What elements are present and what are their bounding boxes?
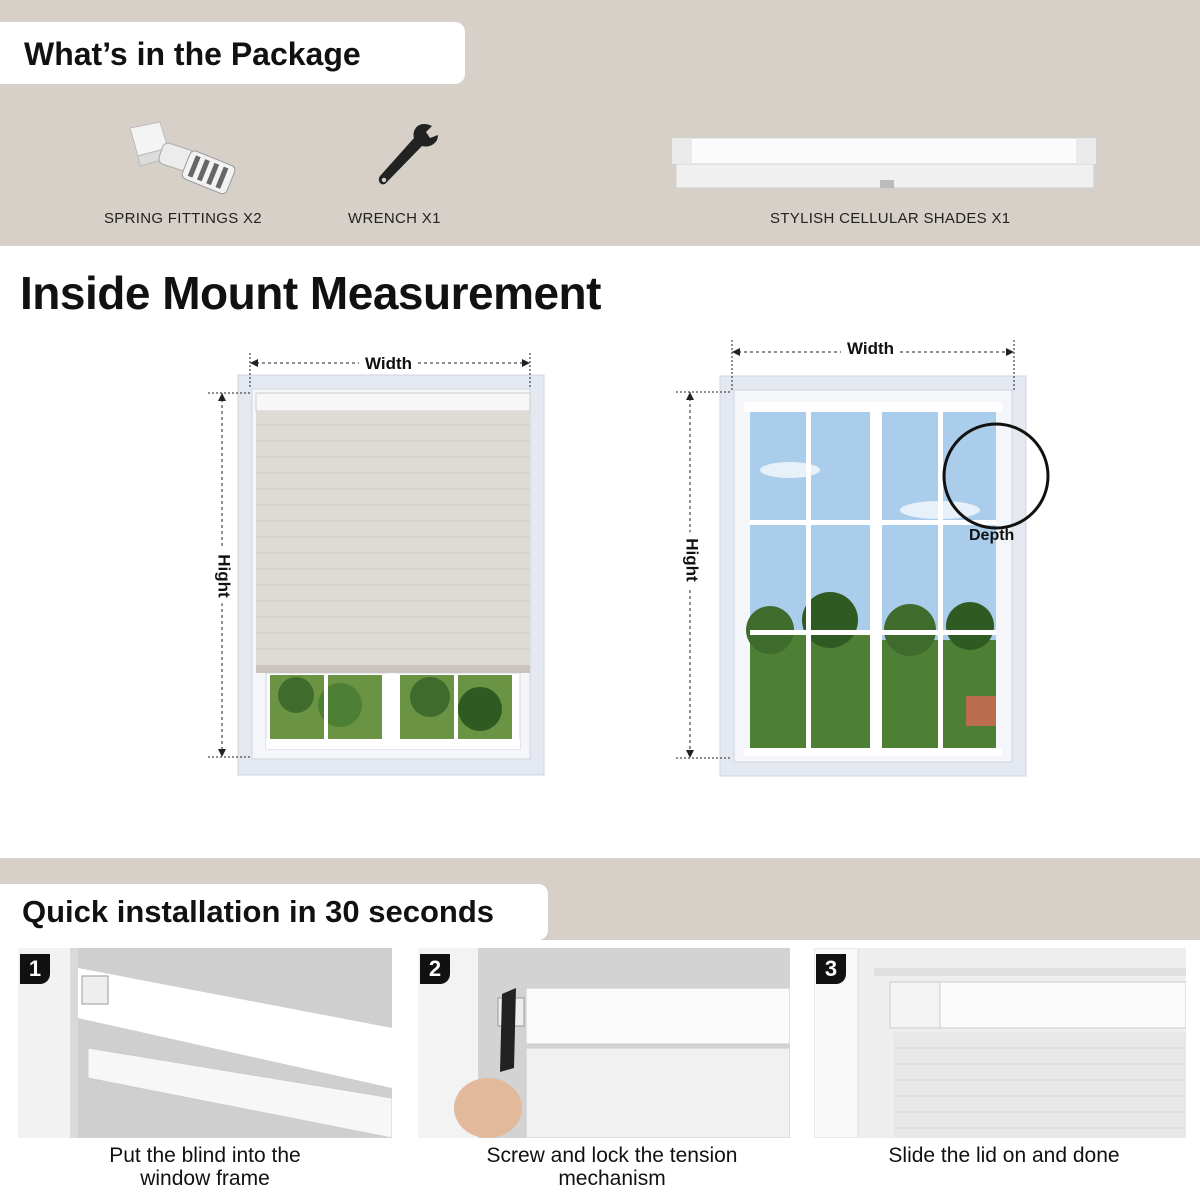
depth-label: Depth (969, 527, 1015, 544)
step-3-badge: 3 (816, 954, 846, 984)
step-1-caption (18, 1144, 392, 1190)
wrench-icon (372, 120, 444, 190)
right-window-diagram (670, 330, 1070, 790)
step-2-caption-line2: mechanism (558, 1167, 666, 1190)
step-2-image (418, 948, 790, 1138)
step-1-badge: 1 (20, 954, 50, 984)
step-1-caption-line2: window frame (140, 1167, 270, 1190)
right-height-label: Hight (682, 532, 702, 587)
spring-fitting-icon (122, 118, 242, 200)
package-item-label-wrench: WRENCH X1 (348, 210, 441, 227)
left-width-label: Width (359, 354, 418, 374)
package-title: What’s in the Package (24, 36, 361, 72)
measurement-title: Inside Mount Measurement (20, 267, 601, 319)
shade-rail-icon (668, 134, 1100, 194)
left-window-diagram (200, 345, 560, 785)
step-3-caption-line1: Slide the lid on and done (888, 1144, 1120, 1167)
installation-title: Quick installation in 30 seconds (22, 894, 495, 929)
step-2-caption (418, 1144, 806, 1190)
step-3-image (814, 948, 1186, 1138)
step-3-caption (814, 1144, 1194, 1167)
package-item-label-shade: STYLISH CELLULAR SHADES X1 (770, 210, 1011, 227)
step-2-badge: 2 (420, 954, 450, 984)
step-1-image (18, 948, 392, 1138)
right-width-label: Width (841, 339, 900, 359)
package-item-label-spring: SPRING FITTINGS X2 (104, 210, 262, 227)
step-2-caption-line1: Screw and lock the tension (486, 1144, 738, 1167)
left-height-label: Hight (214, 548, 234, 603)
step-1-caption-line1: Put the blind into the (109, 1144, 301, 1167)
